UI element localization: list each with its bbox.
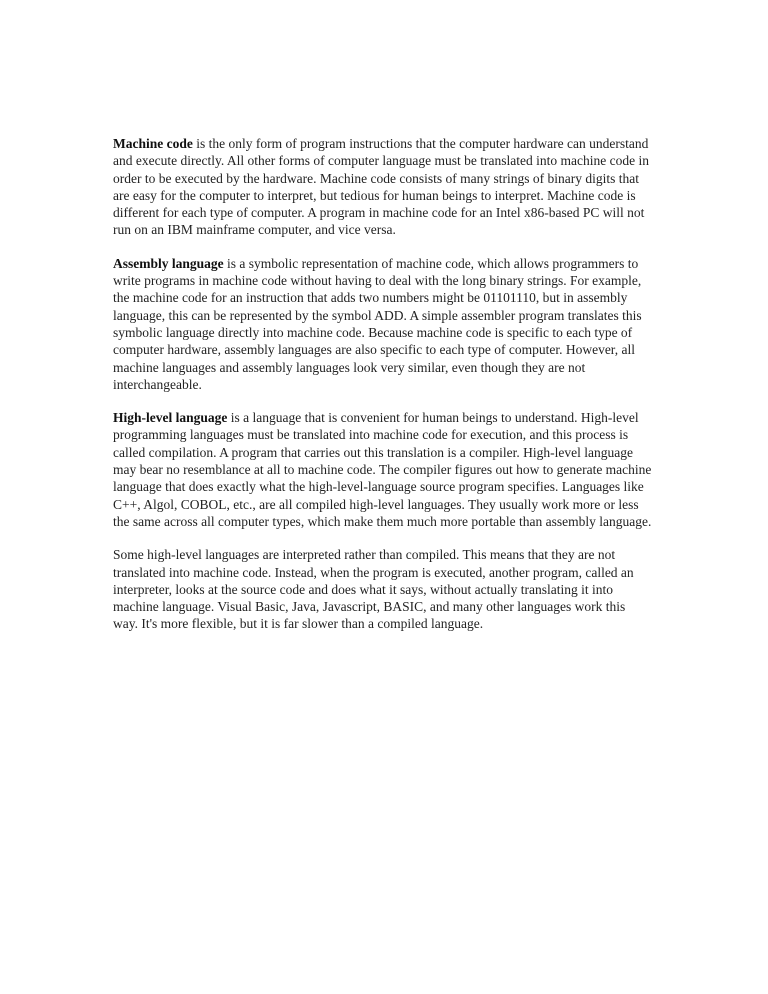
term-machine-code: Machine code	[113, 136, 193, 151]
paragraph-text: is a language that is convenient for human beings to understand. High-level programming languages must be translated into machine code for execution, and this process is called compilation. A program that carries out this translation is a compiler. High-level language may bear no resemblance at all to machine code. The compiler figures out how to generate machine language that does exactly what the high-level-language source program specifies. Languages like C++, Algol, COBOL, etc., are all compiled high-level languages. They usually work more or less the same across all computer types, which make them much more portable than assembly language.	[113, 410, 652, 529]
paragraph-assembly-language	[113, 255, 653, 393]
paragraph-text: is a symbolic representation of machine code, which allows programmers to write programs in machine code without having to deal with the long binary strings. For example, the machine code for an instruction that adds two numbers might be 01101110, but in assembly language, this can be represented by the symbol ADD. A simple assembler program translates this symbolic language directly into machine code. Because machine code is specific to each type of computer hardware, assembly languages are also specific to each type of computer. However, all machine languages and assembly languages look very similar, even though they are not interchangeable.	[113, 255, 642, 392]
term-assembly-language: Assembly language	[113, 255, 224, 271]
term-high-level-language: High-level language	[113, 410, 228, 426]
paragraph-interpreted-languages	[113, 546, 653, 632]
paragraph-text: is the only form of program instructions that the computer hardware can understand and execute directly. All other forms of computer language must be translated into machine code in order to be executed by the hardware. Machine code consists of many strings of binary digits that are easy for the computer to interpret, but tedious for human beings to interpret. Machine code is different for each type of computer. A program in machine code for an Intel x86-based PC will not run on an IBM mainframe computer, and vice versa.	[113, 136, 649, 238]
document-body	[113, 135, 653, 649]
paragraph-high-level-language	[113, 409, 653, 530]
paragraph-text: Some high-level languages are interpreted rather than compiled. This means that they are not translated into machine code. Instead, when the program is executed, another program, called an interpreter, looks at the source code and does what it says, without actually translating it into machine language. Visual Basic, Java, Javascript, BASIC, and many other languages work this way. It's more flexible, but it is far slower than a compiled language.	[113, 547, 634, 632]
paragraph-machine-code	[113, 135, 653, 239]
